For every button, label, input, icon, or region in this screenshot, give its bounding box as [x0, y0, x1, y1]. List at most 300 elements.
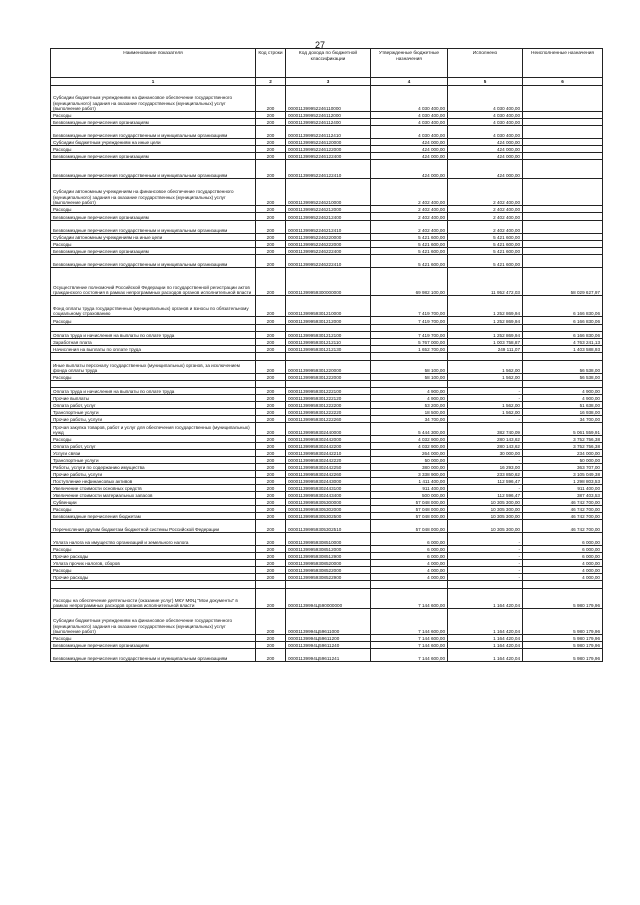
indicator-name: Уплата налога на имущество организаций и земельного налога [51, 533, 256, 546]
classification-code: 000011399959301212130 [286, 346, 371, 353]
executed-amount: 1 562,00 [448, 409, 523, 416]
remaining-amount: 6 000,00 [523, 553, 603, 560]
approved-amount: 57 048 000,00 [371, 520, 448, 533]
table-row [51, 325, 603, 332]
classification-code: 000011399959308522000 [286, 567, 371, 574]
approved-amount: 5 421 600,00 [371, 248, 448, 255]
remaining-amount: 34 700,00 [523, 416, 603, 423]
approved-amount: 7 144 600,00 [371, 589, 448, 609]
executed-amount: 424 000,00 [448, 160, 523, 179]
remaining-amount: 51 638,00 [523, 402, 603, 409]
column-index-row [51, 78, 603, 86]
classification-code: 000011399952246112400 [286, 119, 371, 126]
approved-amount: 50 000,00 [371, 457, 448, 464]
line-code: 200 [256, 374, 286, 381]
indicator-name [51, 325, 256, 332]
classification-code: 000011399959305302500 [286, 513, 371, 520]
line-code: 200 [256, 574, 286, 581]
approved-amount: 4 032 900,00 [371, 443, 448, 450]
table-row [51, 635, 603, 642]
approved-amount [371, 381, 448, 388]
remaining-amount [523, 153, 603, 160]
remaining-amount [523, 112, 603, 119]
table-row [51, 388, 603, 395]
remaining-amount: 16 938,00 [523, 409, 603, 416]
line-code: 200 [256, 119, 286, 126]
remaining-amount: 5 980 179,96 [523, 635, 603, 642]
table-row [51, 112, 603, 119]
executed-amount [448, 381, 523, 388]
classification-code: 000011399959308512900 [286, 553, 371, 560]
remaining-amount: 4 000,00 [523, 560, 603, 567]
classification-code: 000011399959301212110 [286, 339, 371, 346]
remaining-amount [523, 234, 603, 241]
table-row [51, 213, 603, 221]
indicator-name: Расходы [51, 317, 256, 325]
classification-code: 00001139994Ц590000000 [286, 589, 371, 609]
line-code: 200 [256, 546, 286, 553]
column-index: 2 [256, 78, 286, 86]
classification-code [286, 581, 371, 589]
classification-code: 000011399959302443100 [286, 485, 371, 492]
approved-amount: 57 048 000,00 [371, 513, 448, 520]
line-code [256, 381, 286, 388]
executed-amount: 424 000,00 [448, 153, 523, 160]
column-index: 1 [51, 78, 256, 86]
approved-amount: 57 048 000,00 [371, 499, 448, 506]
remaining-amount: 6 166 830,06 [523, 332, 603, 339]
executed-amount: 2 402 400,00 [448, 221, 523, 234]
indicator-name: Осуществление полномочий Российской Федерации по государственной регистрации актов гражданского состояния в рамках непрограммных расходов органов исполнительной власти [51, 268, 256, 296]
header-approved: Утвержденные бюджетные назначения [371, 49, 448, 78]
remaining-amount [523, 213, 603, 221]
remaining-amount: 46 742 700,00 [523, 506, 603, 513]
executed-amount: 4 030 400,00 [448, 86, 523, 112]
line-code: 200 [256, 332, 286, 339]
table-row [51, 471, 603, 478]
indicator-name: Прочая закупка товаров, работ и услуг для обеспечения государственных (муниципальных) нужд [51, 423, 256, 436]
remaining-amount: 6 166 830,06 [523, 296, 603, 317]
table-row [51, 346, 603, 353]
classification-code: 000011399959305300000 [286, 499, 371, 506]
classification-code: 000011399959301222260 [286, 416, 371, 423]
line-code: 200 [256, 241, 286, 248]
line-code: 200 [256, 395, 286, 402]
approved-amount: 7 144 600,00 [371, 649, 448, 662]
remaining-amount [523, 248, 603, 255]
table-row [51, 402, 603, 409]
executed-amount: 1 164 420,04 [448, 589, 523, 609]
indicator-name: Прочие расходы [51, 553, 256, 560]
indicator-name: Расходы [51, 546, 256, 553]
approved-amount: 4 030 400,00 [371, 126, 448, 139]
line-code: 200 [256, 567, 286, 574]
remaining-amount: 4 900,00 [523, 395, 603, 402]
table-row [51, 546, 603, 553]
remaining-amount: 4 900,00 [523, 388, 603, 395]
table-row [51, 499, 603, 506]
executed-amount: - [448, 567, 523, 574]
approved-amount: 4 000,00 [371, 560, 448, 567]
table-row [51, 241, 603, 248]
approved-amount: 4 032 900,00 [371, 436, 448, 443]
table-row [51, 457, 603, 464]
classification-code: 000011399952246212400 [286, 213, 371, 221]
line-code: 200 [256, 436, 286, 443]
executed-amount: 1 164 420,04 [448, 635, 523, 642]
remaining-amount: 6 000,00 [523, 533, 603, 546]
column-index: 6 [523, 78, 603, 86]
approved-amount: 5 421 600,00 [371, 241, 448, 248]
classification-code: 000011399952246122400 [286, 153, 371, 160]
line-code: 200 [256, 478, 286, 485]
executed-amount: 5 421 600,00 [448, 241, 523, 248]
line-code: 200 [256, 402, 286, 409]
approved-amount: 1 652 700,00 [371, 346, 448, 353]
executed-amount: 5 421 600,00 [448, 234, 523, 241]
header-line-code: Код строки [256, 49, 286, 78]
approved-amount: 4 000,00 [371, 574, 448, 581]
executed-amount: 112 596,47 [448, 492, 523, 499]
indicator-name: Безвозмездные перечисления организациям [51, 153, 256, 160]
table-row [51, 139, 603, 146]
approved-amount: 53 200,00 [371, 402, 448, 409]
table-row [51, 574, 603, 581]
budget-execution-table [50, 48, 603, 662]
executed-amount: - [448, 574, 523, 581]
line-code: 200 [256, 609, 286, 635]
indicator-name: Оплата труда и начисления на выплаты по оплате труда [51, 332, 256, 339]
remaining-amount: 5 980 179,96 [523, 609, 603, 635]
line-code: 200 [256, 553, 286, 560]
remaining-amount [523, 119, 603, 126]
classification-code: 000011399952246112410 [286, 126, 371, 139]
approved-amount: 34 700,00 [371, 416, 448, 423]
remaining-amount: 363 707,00 [523, 464, 603, 471]
remaining-amount: 5 061 559,91 [523, 423, 603, 436]
approved-amount: 2 402 400,00 [371, 179, 448, 206]
approved-amount [371, 325, 448, 332]
table-row [51, 296, 603, 317]
classification-code: 000011399959301212000 [286, 317, 371, 325]
approved-amount: 5 767 000,00 [371, 339, 448, 346]
indicator-name: Расходы [51, 506, 256, 513]
remaining-amount: 46 742 700,00 [523, 499, 603, 506]
line-code: 200 [256, 153, 286, 160]
line-code: 200 [256, 499, 286, 506]
executed-amount: 2 402 400,00 [448, 213, 523, 221]
indicator-name: Расходы [51, 374, 256, 381]
executed-amount: 4 030 400,00 [448, 119, 523, 126]
classification-code [286, 325, 371, 332]
line-code: 200 [256, 146, 286, 153]
approved-amount: 2 402 400,00 [371, 213, 448, 221]
classification-code: 000011399959301222100 [286, 388, 371, 395]
table-row [51, 513, 603, 520]
executed-amount: - [448, 553, 523, 560]
approved-amount: 4 900,00 [371, 388, 448, 395]
approved-amount: 58 100,00 [371, 374, 448, 381]
approved-amount: 264 000,00 [371, 450, 448, 457]
indicator-name: Безвозмездные перечисления организациям [51, 213, 256, 221]
approved-amount: 7 144 600,00 [371, 635, 448, 642]
table-row [51, 353, 603, 361]
table-row [51, 649, 603, 662]
indicator-name: Расходы [51, 206, 256, 213]
classification-code: 000011399952246110000 [286, 86, 371, 112]
header-executed: Исполнено [448, 49, 523, 78]
remaining-amount: 56 538,00 [523, 361, 603, 374]
indicator-name: Субсидии автономным учреждениям на иные цели [51, 234, 256, 241]
table-header-row [51, 49, 603, 78]
line-code: 200 [256, 213, 286, 221]
line-code: 200 [256, 409, 286, 416]
indicator-name: Иные выплаты персоналу государственных (муниципальных) органов, за исключением фонда оплаты труда [51, 361, 256, 374]
indicator-name: Транспортные услуги [51, 457, 256, 464]
classification-code: 000011399959308522900 [286, 574, 371, 581]
classification-code: 000011399959302442250 [286, 464, 371, 471]
classification-code: 000011399959301222120 [286, 395, 371, 402]
table-row [51, 381, 603, 388]
indicator-name: Услуги связи [51, 450, 256, 457]
classification-code: 000011399959305302510 [286, 520, 371, 533]
classification-code: 000011399959308520000 [286, 560, 371, 567]
remaining-amount [523, 206, 603, 213]
indicator-name: Расходы [51, 567, 256, 574]
table-row [51, 268, 603, 296]
page-number: 27 [314, 40, 325, 50]
table-row [51, 153, 603, 160]
classification-code: 000011399952246222400 [286, 248, 371, 255]
line-code: 200 [256, 296, 286, 317]
remaining-amount: 5 980 179,96 [523, 589, 603, 609]
indicator-name: Перечисления другим бюджетам бюджетной системы Российской Федерации [51, 520, 256, 533]
executed-amount: 233 850,62 [448, 471, 523, 478]
executed-amount: - [448, 416, 523, 423]
executed-amount: 382 740,09 [448, 423, 523, 436]
line-code: 200 [256, 642, 286, 649]
remaining-amount: 1 298 803,53 [523, 478, 603, 485]
classification-code: 000011399959300000000 [286, 268, 371, 296]
approved-amount: 4 030 400,00 [371, 112, 448, 119]
line-code: 200 [256, 86, 286, 112]
remaining-amount [523, 146, 603, 153]
table-row [51, 589, 603, 609]
line-code [256, 353, 286, 361]
executed-amount: 10 305 300,00 [448, 520, 523, 533]
remaining-amount [523, 581, 603, 589]
approved-amount: 5 421 600,00 [371, 234, 448, 241]
indicator-name: Транспортные услуги [51, 409, 256, 416]
indicator-name: Безвозмездные перечисления государственным и муниципальным организациям [51, 126, 256, 139]
indicator-name: Безвозмездные перечисления организациям [51, 119, 256, 126]
remaining-amount [523, 221, 603, 234]
remaining-amount: 50 000,00 [523, 457, 603, 464]
approved-amount: 58 100,00 [371, 361, 448, 374]
table-row [51, 395, 603, 402]
line-code: 200 [256, 361, 286, 374]
classification-code: 000011399952246212000 [286, 206, 371, 213]
approved-amount: 7 144 600,00 [371, 642, 448, 649]
indicator-name: Расходы [51, 436, 256, 443]
line-code: 200 [256, 268, 286, 296]
approved-amount: 5 421 600,00 [371, 255, 448, 268]
remaining-amount: 387 403,53 [523, 492, 603, 499]
indicator-name: Работы, услуги по содержанию имущества [51, 464, 256, 471]
remaining-amount: 5 980 179,96 [523, 642, 603, 649]
remaining-amount: 6 000,00 [523, 546, 603, 553]
indicator-name: Безвозмездные перечисления государственным и муниципальным организациям [51, 649, 256, 662]
line-code [256, 581, 286, 589]
table-row [51, 361, 603, 374]
line-code: 200 [256, 234, 286, 241]
executed-amount: 1 562,00 [448, 361, 523, 374]
executed-amount: 16 293,00 [448, 464, 523, 471]
indicator-name: Безвозмездные перечисления бюджетам [51, 513, 256, 520]
approved-amount: 2 402 400,00 [371, 206, 448, 213]
indicator-name: Расходы [51, 635, 256, 642]
table-row [51, 119, 603, 126]
remaining-amount: 58 029 627,97 [523, 268, 603, 296]
executed-amount: 10 305 300,00 [448, 499, 523, 506]
table-row [51, 179, 603, 206]
line-code: 200 [256, 506, 286, 513]
line-code: 200 [256, 457, 286, 464]
classification-code: 000011399959302442220 [286, 457, 371, 464]
executed-amount: 1 164 420,04 [448, 609, 523, 635]
indicator-name: Расходы [51, 112, 256, 119]
table-row [51, 374, 603, 381]
classification-code: 000011399952246222000 [286, 241, 371, 248]
indicator-name [51, 581, 256, 589]
line-code: 200 [256, 471, 286, 478]
table-row [51, 485, 603, 492]
column-index: 3 [286, 78, 371, 86]
column-index: 4 [371, 78, 448, 86]
table-row [51, 332, 603, 339]
executed-amount: 5 421 600,00 [448, 248, 523, 255]
line-code [256, 325, 286, 332]
classification-code: 00001139994Ц59611000 [286, 609, 371, 635]
executed-amount: 280 143,62 [448, 436, 523, 443]
remaining-amount: 1 403 588,93 [523, 346, 603, 353]
approved-amount: 380 000,00 [371, 464, 448, 471]
line-code: 200 [256, 255, 286, 268]
approved-amount: 7 419 700,00 [371, 317, 448, 325]
indicator-name: Расходы [51, 241, 256, 248]
executed-amount: 4 030 400,00 [448, 112, 523, 119]
executed-amount: 280 143,62 [448, 443, 523, 450]
classification-code [286, 381, 371, 388]
executed-amount: 2 402 400,00 [448, 179, 523, 206]
line-code: 200 [256, 126, 286, 139]
classification-code: 000011399959301222220 [286, 409, 371, 416]
approved-amount: 4 030 400,00 [371, 119, 448, 126]
classification-code: 000011399959302442210 [286, 450, 371, 457]
approved-amount: 424 000,00 [371, 146, 448, 153]
executed-amount: 2 402 400,00 [448, 206, 523, 213]
executed-amount: 4 030 400,00 [448, 126, 523, 139]
remaining-amount: 46 742 700,00 [523, 520, 603, 533]
indicator-name: Субсидии бюджетным учреждениям на иные цели [51, 139, 256, 146]
approved-amount: 500 000,00 [371, 492, 448, 499]
table-row [51, 567, 603, 574]
classification-code: 000011399959302442200 [286, 443, 371, 450]
classification-code: 000011399959308512000 [286, 546, 371, 553]
approved-amount: 1 411 400,00 [371, 478, 448, 485]
line-code: 200 [256, 179, 286, 206]
table-row [51, 317, 603, 325]
indicator-name: Оплата работ, услуг [51, 402, 256, 409]
line-code: 200 [256, 317, 286, 325]
executed-amount: - [448, 546, 523, 553]
column-index: 5 [448, 78, 523, 86]
indicator-name: Фонд оплаты труда государственных (муниципальных) органов и взносы по обязательному социальному страхованию [51, 296, 256, 317]
line-code: 200 [256, 221, 286, 234]
classification-code: 000011399952246210000 [286, 179, 371, 206]
indicator-name: Безвозмездные перечисления организациям [51, 248, 256, 255]
header-remaining: Неисполненные назначения [523, 49, 603, 78]
indicator-name: Субсидии бюджетным учреждениям на финансовое обеспечение государственного (муниципального) задания на оказание государственных (муниципальных) услуг (выполнение работ) [51, 86, 256, 112]
line-code: 200 [256, 248, 286, 255]
indicator-name [51, 353, 256, 361]
remaining-amount [523, 353, 603, 361]
executed-amount: 5 421 600,00 [448, 255, 523, 268]
classification-code: 000011399952246112000 [286, 112, 371, 119]
table-row [51, 234, 603, 241]
table-row [51, 436, 603, 443]
table-row [51, 450, 603, 457]
line-code: 200 [256, 450, 286, 457]
header-indicator-name: Наименование показателя [51, 49, 256, 78]
line-code: 200 [256, 160, 286, 179]
remaining-amount: 4 000,00 [523, 574, 603, 581]
table-row [51, 464, 603, 471]
approved-amount: 4 900,00 [371, 395, 448, 402]
executed-amount: 424 000,00 [448, 139, 523, 146]
executed-amount: 11 952 472,03 [448, 268, 523, 296]
remaining-amount [523, 325, 603, 332]
executed-amount [448, 353, 523, 361]
indicator-name: Оплата работ, услуг [51, 443, 256, 450]
remaining-amount: 234 000,00 [523, 450, 603, 457]
approved-amount: 6 000,00 [371, 553, 448, 560]
table-row [51, 339, 603, 346]
table-row [51, 642, 603, 649]
classification-code: 000011399952246122000 [286, 146, 371, 153]
executed-amount: 1 252 869,94 [448, 332, 523, 339]
line-code: 200 [256, 112, 286, 119]
approved-amount: 2 402 400,00 [371, 221, 448, 234]
approved-amount: 3 338 900,00 [371, 471, 448, 478]
approved-amount: 424 000,00 [371, 160, 448, 179]
table-row [51, 520, 603, 533]
indicator-name: Начисления на выплаты по оплате труда [51, 346, 256, 353]
classification-code: 000011399959302443400 [286, 492, 371, 499]
table-row [51, 443, 603, 450]
remaining-amount [523, 381, 603, 388]
indicator-name: Субвенции [51, 499, 256, 506]
indicator-name: Безвозмездные перечисления государственным и муниципальным организациям [51, 255, 256, 268]
table-row [51, 221, 603, 234]
remaining-amount [523, 126, 603, 139]
executed-amount: 1 164 420,04 [448, 649, 523, 662]
classification-code [286, 353, 371, 361]
remaining-amount: 3 752 756,38 [523, 436, 603, 443]
table-row [51, 492, 603, 499]
approved-amount: 4 030 400,00 [371, 86, 448, 112]
remaining-amount: 46 742 700,00 [523, 513, 603, 520]
